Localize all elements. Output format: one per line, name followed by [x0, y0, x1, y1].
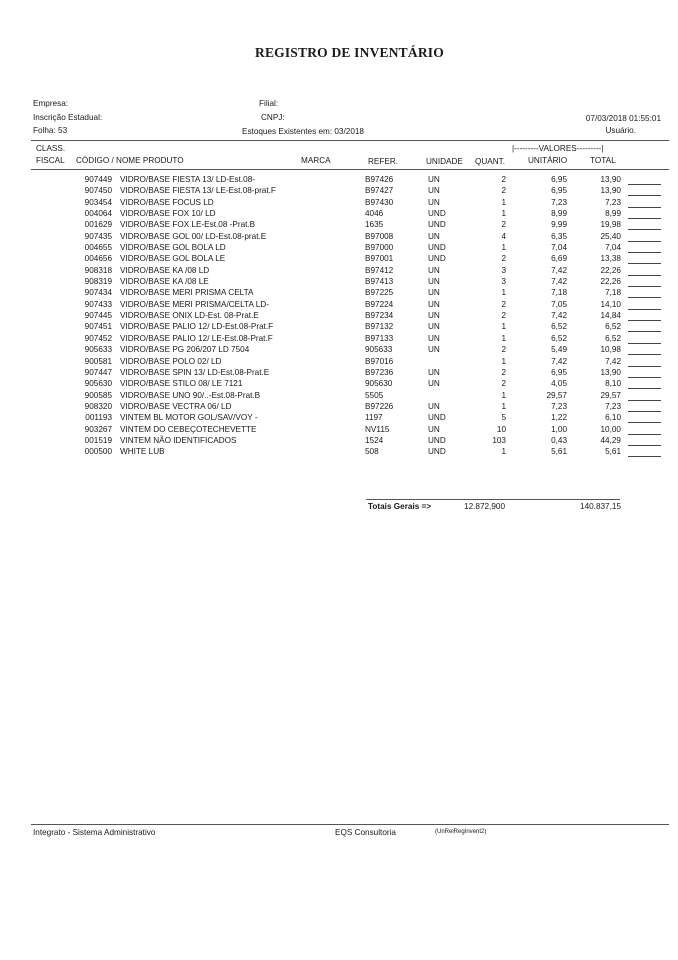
blank-line	[628, 184, 661, 185]
item-unit-price: 1,00	[551, 424, 567, 434]
item-total: 25,40	[600, 231, 621, 241]
item-code: 907452	[84, 333, 112, 343]
item-unit: UND	[428, 447, 446, 457]
item-name: VIDRO/BASE FOCUS LD	[120, 197, 214, 207]
table-row	[0, 220, 678, 231]
item-unit: UN	[428, 345, 440, 355]
item-unit: UN	[428, 175, 440, 184]
item-name: VIDRO/BASE PG 206/207 LD 7504	[120, 345, 250, 355]
table-row	[0, 209, 678, 220]
item-total: 22,26	[600, 277, 621, 287]
item-unit: UND	[428, 254, 446, 264]
item-code: 004655	[84, 243, 112, 253]
col-quant: QUANT.	[475, 157, 506, 166]
item-unit-price: 6,69	[551, 254, 567, 264]
item-unit-price: 7,23	[551, 401, 567, 411]
item-quantity: 2	[501, 345, 506, 355]
blank-line	[628, 320, 661, 321]
item-ref: B97427	[365, 186, 394, 196]
item-quantity: 1	[501, 288, 506, 298]
item-quantity: 3	[501, 265, 506, 275]
item-quantity: 2	[501, 220, 506, 230]
table-row	[0, 368, 678, 379]
item-quantity: 1	[501, 322, 506, 332]
item-code: 001629	[84, 220, 112, 230]
header-divider-bottom	[31, 169, 669, 170]
item-name: VIDRO/BASE POLO 02/ LD	[120, 356, 222, 366]
item-ref: B97000	[365, 243, 394, 253]
item-code: 001193	[85, 413, 112, 423]
item-code: 004656	[84, 254, 112, 264]
table-row	[0, 357, 678, 368]
item-code: 908320	[84, 401, 112, 411]
item-ref: B97412	[365, 265, 394, 275]
item-quantity: 1	[501, 447, 506, 457]
item-code: 907445	[84, 311, 112, 321]
item-name: VIDRO/BASE GOL BOLA LD	[120, 243, 226, 253]
item-unit: UN	[428, 379, 440, 389]
item-code: 905630	[84, 379, 112, 389]
table-row	[0, 413, 678, 424]
table-row	[0, 300, 678, 311]
item-code: 903454	[84, 197, 112, 207]
item-ref: B97430	[365, 197, 394, 207]
table-row	[0, 186, 678, 197]
item-unit-price: 6,52	[551, 333, 567, 343]
totals-quantity: 12.872,900	[464, 502, 505, 511]
footer-divider	[31, 824, 669, 825]
blank-line	[628, 400, 661, 401]
table-row	[0, 254, 678, 265]
item-unit: UND	[428, 209, 446, 219]
item-quantity: 1	[501, 243, 506, 253]
cnpj-label: CNPJ:	[261, 113, 285, 122]
blank-line	[628, 263, 661, 264]
item-ref: 905633	[365, 345, 393, 355]
item-ref: 1197	[365, 413, 383, 423]
item-total: 8,10	[605, 379, 621, 389]
item-quantity: 4	[501, 231, 506, 241]
item-name: VIDRO/BASE UNO 90/..-Est.08-Prat.B	[120, 390, 261, 400]
item-name: VINTEM DO CEBEÇOTECHEVETTE	[120, 424, 257, 434]
item-unit-price: 7,42	[551, 265, 567, 275]
item-unit: UND	[428, 220, 446, 230]
item-total: 29,57	[600, 390, 621, 400]
blank-line	[628, 286, 661, 287]
table-row	[0, 277, 678, 288]
item-name: VIDRO/BASE FOX 10/ LD	[120, 209, 216, 219]
item-unit-price: 5,61	[551, 447, 567, 457]
blank-line	[628, 218, 661, 219]
estoques-date: Estoques Existentes em: 03/2018	[242, 127, 364, 136]
blank-line	[628, 195, 661, 196]
table-row	[0, 288, 678, 299]
folha-number: Folha: 53	[33, 126, 68, 135]
col-total: TOTAL	[590, 156, 616, 165]
item-unit: UN	[428, 186, 440, 196]
item-code: 907434	[84, 288, 112, 298]
item-ref: B97236	[365, 367, 394, 377]
item-code: 905633	[84, 345, 112, 355]
item-name: VIDRO/BASE VECTRA 06/ LD	[120, 401, 232, 411]
item-unit-price: 7,23	[551, 197, 567, 207]
item-code: 908318	[84, 265, 112, 275]
item-name: VIDRO/BASE ONIX LD-Est. 08-Prat.E	[120, 311, 259, 321]
table-row	[0, 425, 678, 436]
inscricao-label: Inscrição Estadual:	[33, 113, 103, 122]
item-code: 900585	[84, 390, 112, 400]
item-unit-price: 6,95	[551, 186, 567, 196]
item-unit: UN	[428, 424, 440, 434]
item-unit-price: 1,22	[551, 413, 567, 423]
table-row	[0, 345, 678, 356]
table-row	[0, 391, 678, 402]
item-ref: NV115	[365, 424, 390, 434]
table-row	[0, 266, 678, 277]
item-unit-price: 7,42	[551, 277, 567, 287]
table-row	[0, 436, 678, 447]
item-total: 13,90	[600, 186, 621, 196]
blank-line	[628, 388, 661, 389]
header-divider-top	[31, 140, 669, 141]
item-unit: UN	[428, 299, 440, 309]
item-quantity: 1	[501, 356, 506, 366]
col-valores: |---------VALORES---------|	[512, 144, 604, 153]
empresa-label: Empresa:	[33, 99, 69, 108]
totals-value: 140.837,15	[580, 502, 621, 511]
item-quantity: 2	[501, 254, 506, 264]
table-row	[0, 402, 678, 413]
item-ref: 1524	[365, 435, 384, 445]
item-unit-price: 9,99	[551, 220, 567, 230]
footer-company: EQS Consultoria	[335, 828, 396, 837]
item-total: 8,99	[605, 209, 621, 219]
blank-line	[628, 252, 661, 253]
item-unit: UN	[428, 231, 440, 241]
page-title: REGISTRO DE INVENTÁRIO	[255, 45, 444, 60]
item-total: 5,61	[605, 447, 621, 457]
item-ref: B97413	[365, 277, 394, 287]
blank-line	[628, 422, 661, 423]
item-total: 10,98	[600, 345, 621, 355]
table-row	[0, 198, 678, 209]
table-row	[0, 243, 678, 254]
item-name: VIDRO/BASE FOX LE-Est.08 -Prat.B	[120, 220, 256, 230]
item-total: 44,29	[600, 435, 621, 445]
item-code: 907451	[84, 322, 112, 332]
item-total: 10,00	[600, 424, 621, 434]
item-code: 908319	[84, 277, 112, 287]
usuario-label: Usuário.	[605, 126, 636, 135]
blank-line	[628, 343, 661, 344]
item-code: 001519	[84, 435, 112, 445]
item-quantity: 1	[501, 401, 506, 411]
item-unit-price: 6,35	[551, 231, 567, 241]
item-unit-price: 7,18	[551, 288, 567, 298]
col-class: CLASS.	[36, 144, 66, 153]
item-unit: UND	[428, 435, 446, 445]
col-codigo-nome: CÓDIGO / NOME PRODUTO	[76, 156, 184, 165]
col-unitario: UNITÁRIO	[528, 156, 568, 165]
item-unit: UN	[428, 311, 440, 321]
item-quantity: 1	[501, 209, 506, 219]
item-code: 900581	[84, 356, 112, 366]
item-ref: B97016	[365, 356, 394, 366]
item-ref: B97001	[365, 254, 394, 264]
inventory-table	[0, 175, 678, 459]
table-row	[0, 311, 678, 322]
table-row	[0, 175, 678, 186]
item-unit-price: 8,99	[551, 209, 567, 219]
item-name: VIDRO/BASE KA /08 LE	[120, 277, 209, 287]
item-total: 19,98	[600, 220, 621, 230]
blank-line	[628, 434, 661, 435]
item-unit: UN	[428, 401, 440, 411]
item-quantity: 2	[501, 311, 506, 321]
blank-line	[628, 241, 661, 242]
item-total: 7,23	[605, 401, 621, 411]
item-total: 7,42	[605, 356, 621, 366]
item-unit-price: 7,04	[551, 243, 567, 253]
item-ref: B97226	[365, 401, 394, 411]
item-unit: UN	[428, 277, 440, 287]
item-name: VIDRO/BASE PALIO 12/ LE-Est.08-Prat.F	[120, 333, 273, 343]
item-name: VIDRO/BASE MERI PRISMA/CELTA LD-	[120, 299, 269, 309]
item-quantity: 103	[492, 435, 506, 445]
item-unit: UN	[428, 367, 440, 377]
item-ref: 4046	[365, 209, 384, 219]
blank-line	[628, 229, 661, 230]
item-code: 907449	[84, 175, 112, 184]
blank-line	[628, 275, 661, 276]
blank-line	[628, 445, 661, 446]
item-quantity: 10	[496, 424, 506, 434]
blank-line	[628, 456, 661, 457]
item-total: 13,38	[600, 254, 621, 264]
filial-label: Filial:	[259, 99, 279, 108]
item-ref: B97224	[365, 299, 394, 309]
item-total: 14,84	[600, 311, 621, 321]
item-total: 6,10	[605, 413, 621, 423]
item-ref: B97132	[365, 322, 394, 332]
blank-line	[628, 354, 661, 355]
item-name: VIDRO/BASE GOL 00/ LD-Est.08-prat.E	[120, 231, 267, 241]
item-name: VIDRO/BASE GOL BOLA LE	[120, 254, 226, 264]
col-unidade: UNIDADE	[426, 157, 463, 166]
item-name: VIDRO/BASE MERI PRISMA CELTA	[120, 288, 254, 298]
item-unit-price: 4,05	[551, 379, 567, 389]
item-ref: 1635	[365, 220, 384, 230]
item-code: 903267	[84, 424, 112, 434]
item-quantity: 1	[501, 390, 506, 400]
item-ref: B97133	[365, 333, 394, 343]
item-quantity: 2	[501, 379, 506, 389]
item-total: 13,90	[600, 367, 621, 377]
item-code: 907433	[84, 299, 112, 309]
item-unit: UN	[428, 197, 440, 207]
item-total: 22,26	[600, 265, 621, 275]
table-row	[0, 379, 678, 390]
item-unit-price: 7,05	[551, 299, 567, 309]
blank-line	[628, 366, 661, 367]
item-unit: UND	[428, 413, 446, 423]
col-marca: MARCA	[301, 156, 331, 165]
item-quantity: 2	[501, 175, 506, 184]
item-quantity: 1	[501, 197, 506, 207]
item-total: 7,18	[605, 288, 621, 298]
item-name: VIDRO/BASE KA /08 LD	[120, 265, 210, 275]
item-unit-price: 6,52	[551, 322, 567, 332]
item-name: VIDRO/BASE PALIO 12/ LD-Est.08-Prat.F	[120, 322, 274, 332]
item-unit: UND	[428, 243, 446, 253]
item-quantity: 1	[501, 333, 506, 343]
item-unit-price: 5,49	[551, 345, 567, 355]
item-quantity: 2	[501, 299, 506, 309]
item-code: 004064	[84, 209, 112, 219]
totals-divider	[366, 499, 620, 500]
item-total: 7,04	[605, 243, 621, 253]
item-name: VINTEM BL MOTOR GOL/SAV/VOY -	[120, 413, 258, 423]
blank-line	[628, 331, 661, 332]
item-code: 907447	[84, 367, 112, 377]
item-quantity: 3	[501, 277, 506, 287]
item-total: 6,52	[605, 333, 621, 343]
item-name: VIDRO/BASE STILO 08/ LE 7121	[120, 379, 243, 389]
item-ref: B97234	[365, 311, 394, 321]
item-ref: 5505	[365, 390, 384, 400]
item-name: VIDRO/BASE FIESTA 13/ LE-Est.08-prat.F	[120, 186, 276, 196]
item-ref: 905630	[365, 379, 393, 389]
item-quantity: 2	[501, 367, 506, 377]
item-ref: 508	[365, 447, 379, 457]
item-unit-price: 29,57	[546, 390, 567, 400]
item-unit: UN	[428, 288, 440, 298]
item-unit-price: 0,43	[551, 435, 567, 445]
item-name: VIDRO/BASE FIESTA 13/ LD-Est.08-	[120, 175, 255, 184]
item-code: 907435	[84, 231, 112, 241]
item-unit-price: 7,42	[551, 356, 567, 366]
blank-line	[628, 309, 661, 310]
item-quantity: 2	[501, 186, 506, 196]
item-unit: UN	[428, 322, 440, 332]
item-name: VINTEM NÃO IDENTIFICADOS	[120, 435, 237, 445]
blank-line	[628, 411, 661, 412]
blank-line	[628, 297, 661, 298]
item-unit-price: 7,42	[551, 311, 567, 321]
table-row	[0, 322, 678, 333]
col-fiscal: FISCAL	[36, 156, 65, 165]
item-unit-price: 6,95	[551, 367, 567, 377]
totals-label: Totais Gerais =>	[368, 502, 432, 511]
blank-line	[628, 207, 661, 208]
col-refer: REFER.	[368, 157, 399, 166]
footer-report-id: (UnRelRegInvent2)	[435, 829, 487, 835]
item-name: WHITE LUB	[120, 447, 165, 457]
item-ref: B97008	[365, 231, 394, 241]
item-name: VIDRO/BASE SPIN 13/ LD-Est.08-Prat.E	[120, 367, 270, 377]
item-ref: B97426	[365, 175, 394, 184]
report-datetime: 07/03/2018 01:55:01	[585, 114, 661, 123]
footer-system: Integrato - Sistema Administrativo	[33, 828, 156, 837]
item-code: 000500	[84, 447, 112, 457]
item-ref: B97225	[365, 288, 394, 298]
table-row	[0, 232, 678, 243]
table-row	[0, 447, 678, 458]
item-total: 7,23	[605, 197, 621, 207]
item-total: 6,52	[605, 322, 621, 332]
item-quantity: 5	[501, 413, 506, 423]
table-row	[0, 334, 678, 345]
item-code: 907450	[84, 186, 112, 196]
item-total: 13,90	[600, 175, 621, 184]
item-unit: UN	[428, 265, 440, 275]
item-total: 14,10	[600, 299, 621, 309]
blank-line	[628, 377, 661, 378]
item-unit-price: 6,95	[551, 175, 567, 184]
item-unit: UN	[428, 333, 440, 343]
